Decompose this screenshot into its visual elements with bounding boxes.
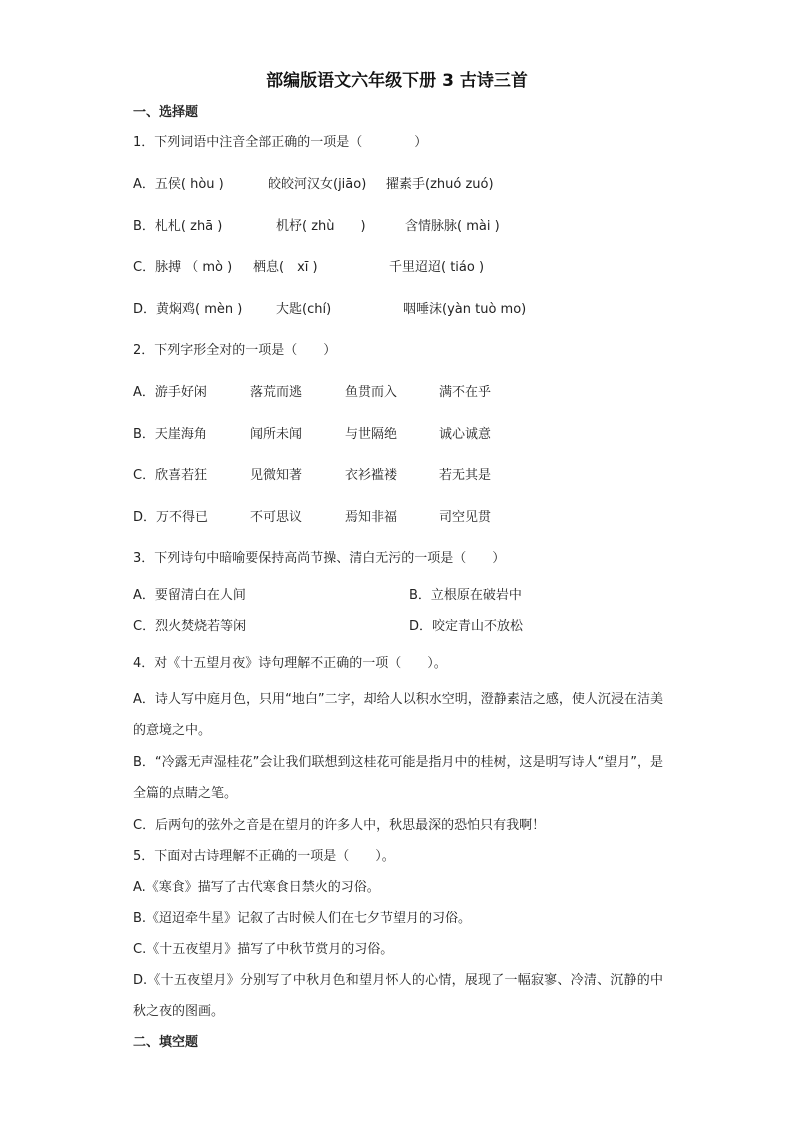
q2-option-d-1: D．万不得已 — [133, 510, 209, 525]
q3-option-c: C．烈火焚烧若等闲 — [133, 619, 247, 634]
q3-option-b: B．立根原在破岩中 — [409, 588, 522, 603]
q1-option-a-2: 皎皎河汉女(jiāo) — [268, 177, 367, 192]
q4-option-c: C．后两句的弦外之音是在望月的许多人中，秋思最深的恐怕只有我啊！ — [133, 818, 546, 833]
q1-stem: 1．下列词语中注音全部正确的一项是（ ） — [133, 135, 428, 150]
q5-option-d: D.《十五夜望月》分别写了中秋月色和望月怀人的心情，展现了一幅寂寥、冷清、沉静的中秋之夜的图画。 — [133, 973, 663, 1019]
q3-option-a: A．要留清白在人间 — [133, 588, 246, 603]
q1-option-c-1: C．脉搏 （ mò ) — [133, 260, 233, 275]
q2-option-b-3: 与世隔绝 — [345, 427, 398, 442]
page-title: 部编版语文六年级下册 3 古诗三首 — [266, 71, 528, 91]
q1-option-d-3: 咽唾沫(yàn tuò mo) — [403, 302, 527, 317]
q5-option-a: A.《寒食》描写了古代寒食日禁火的习俗。 — [133, 880, 380, 895]
q1-option-a-3: 擢素手(zhuó zuó) — [386, 177, 494, 192]
q2-option-c-3: 衣衫褴褛 — [345, 468, 398, 483]
q5-option-c: C.《十五夜望月》描写了中秋节赏月的习俗。 — [133, 942, 394, 957]
q2-option-b-1: B．天崖海角 — [133, 427, 207, 442]
q3-stem: 3．下列诗句中暗喻要保持高尚节操、清白无污的一项是（ ） — [133, 551, 506, 566]
q2-option-c-1: C．欣喜若狂 — [133, 468, 208, 483]
q2-option-c-2: 见微知著 — [250, 468, 303, 483]
q2-option-a-3: 鱼贯而入 — [345, 385, 398, 400]
q2-option-a-4: 满不在乎 — [439, 385, 492, 400]
section-heading-fill: 二、填空题 — [133, 1035, 199, 1050]
q2-option-a-2: 落荒而逃 — [250, 385, 303, 400]
q2-option-c-4: 若无其是 — [439, 468, 492, 483]
q3-option-d: D．咬定青山不放松 — [409, 619, 524, 634]
q5-stem: 5．下面对古诗理解不正确的一项是（ ）。 — [133, 849, 395, 864]
q1-option-b-2: 机杼( zhù ) — [276, 219, 366, 234]
q4-option-b: B．“冷露无声湿桂花”会让我们联想到这桂花可能是指月中的桂树，这是明写诗人“望月”，是全篇的点睛之笔。 — [133, 755, 663, 801]
q1-option-d-1: D．黄焖鸡( mèn ) — [133, 302, 243, 317]
q2-option-d-3: 焉知非福 — [345, 510, 398, 525]
q2-option-d-4: 司空见贯 — [439, 510, 492, 525]
q2-option-b-2: 闻所未闻 — [250, 427, 303, 442]
q2-option-d-2: 不可思议 — [250, 510, 303, 525]
q1-option-a-1: A．五侯( hòu ) — [133, 177, 224, 192]
q1-option-b-1: B．札札( zhā ) — [133, 219, 223, 234]
q4-option-a: A．诗人写中庭月色，只用“地白”二字，却给人以积水空明，澄静素洁之感，使人沉浸在洁美的意境之中。 — [133, 692, 663, 738]
q2-option-b-4: 诚心诚意 — [439, 427, 492, 442]
q1-option-b-3: 含情脉脉( mài ) — [405, 219, 500, 234]
section-heading-choice: 一、选择题 — [133, 105, 199, 120]
q4-stem: 4．对《十五望月夜》诗句理解不正确的一项（ ）。 — [133, 656, 447, 671]
q1-option-c-3: 千里迢迢( tiáo ) — [389, 260, 485, 275]
q2-stem: 2．下列字形全对的一项是（ ） — [133, 343, 337, 358]
q1-option-c-2: 栖息( xī ) — [253, 260, 318, 275]
q5-option-b: B.《迢迢牵牛星》记叙了古时候人们在七夕节望月的习俗。 — [133, 911, 472, 926]
q1-option-d-2: 大匙(chí) — [276, 302, 332, 317]
q2-option-a-1: A．游手好闲 — [133, 385, 207, 400]
